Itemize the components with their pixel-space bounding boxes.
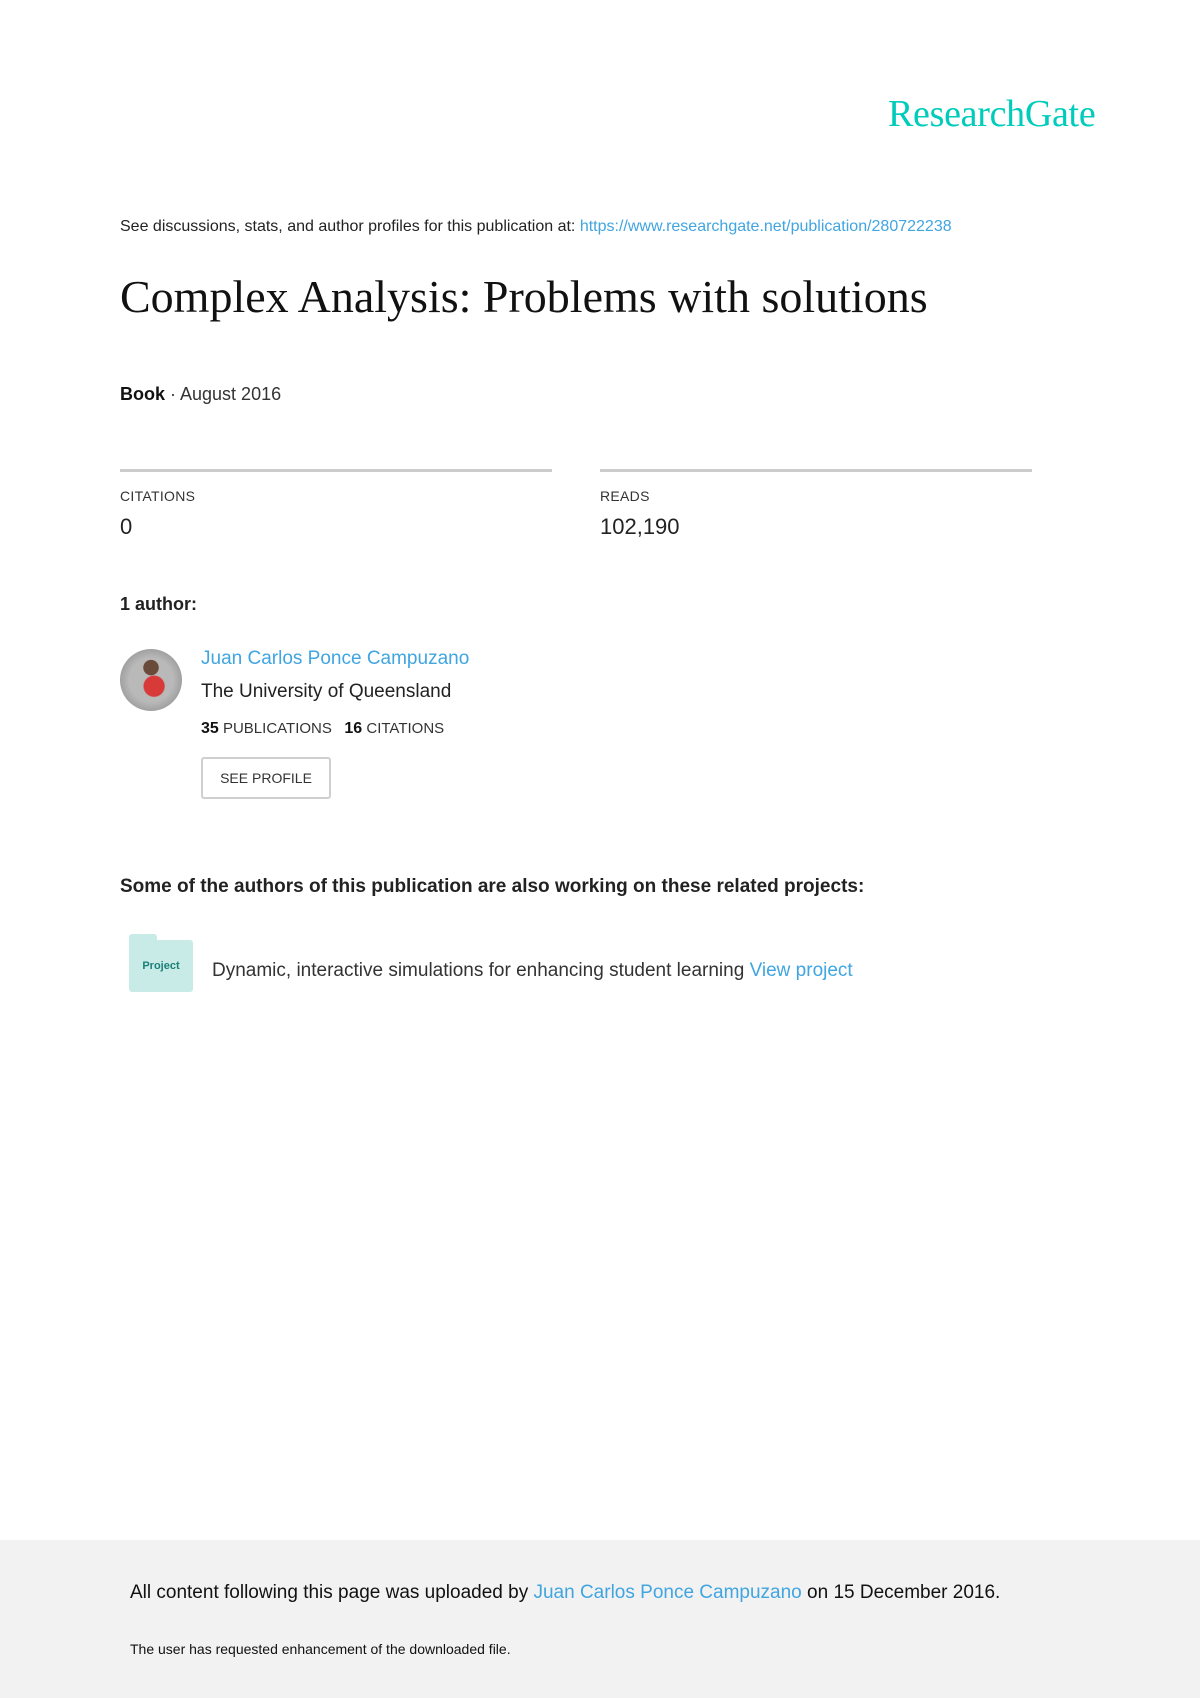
footer — [0, 1540, 1200, 1698]
upload-suffix: on 15 December 2016. — [807, 1582, 1001, 1603]
citations-label: CITATIONS — [120, 488, 196, 504]
author-institution: The University of Queensland — [201, 681, 452, 702]
publication-date: · August 2016 — [170, 384, 282, 404]
authors-heading: 1 author: — [120, 594, 198, 614]
avatar[interactable] — [120, 649, 182, 711]
reads-stat — [600, 469, 1032, 540]
author-citations-label: CITATIONS — [366, 720, 445, 737]
uploader-link[interactable]: Juan Carlos Ponce Campuzano — [533, 1582, 802, 1603]
project-description: Dynamic, interactive simulations for enhancing student learning — [212, 960, 745, 981]
page-title: Complex Analysis: Problems with solutions — [120, 271, 928, 322]
upload-info — [130, 1582, 1000, 1604]
researchgate-logo[interactable]: ResearchGate — [888, 93, 1096, 135]
author-citations-count: 16 — [344, 720, 363, 737]
project-icon-label: Project — [142, 960, 180, 972]
publication-url-link[interactable]: https://www.researchgate.net/publication/280722238 — [579, 218, 952, 235]
enhancement-note: The user has requested enhancement of the downloaded file. — [130, 1641, 511, 1657]
see-discussions-text: See discussions, stats, and author profiles for this publication at: — [120, 218, 576, 235]
author-name-link[interactable]: Juan Carlos Ponce Campuzano — [201, 648, 470, 669]
publication-type: Book — [120, 384, 165, 404]
reads-label: READS — [600, 488, 650, 504]
upload-prefix: All content following this page was uploaded by — [130, 1582, 529, 1603]
publication-meta — [120, 384, 281, 405]
reads-value: 102,190 — [600, 514, 680, 539]
citations-stat — [120, 469, 552, 540]
author-publications-label: PUBLICATIONS — [222, 720, 332, 737]
related-projects-heading: Some of the authors of this publication are also working on these related projects: — [120, 876, 865, 897]
author-publications-count: 35 — [201, 720, 219, 737]
view-project-link[interactable]: View project — [749, 960, 853, 981]
author-stats — [201, 720, 444, 738]
see-profile-button[interactable]: SEE PROFILE — [201, 757, 331, 799]
citations-value: 0 — [120, 514, 133, 539]
publication-source-line — [120, 218, 952, 236]
project-item — [212, 960, 853, 982]
project-folder-icon — [129, 940, 193, 992]
